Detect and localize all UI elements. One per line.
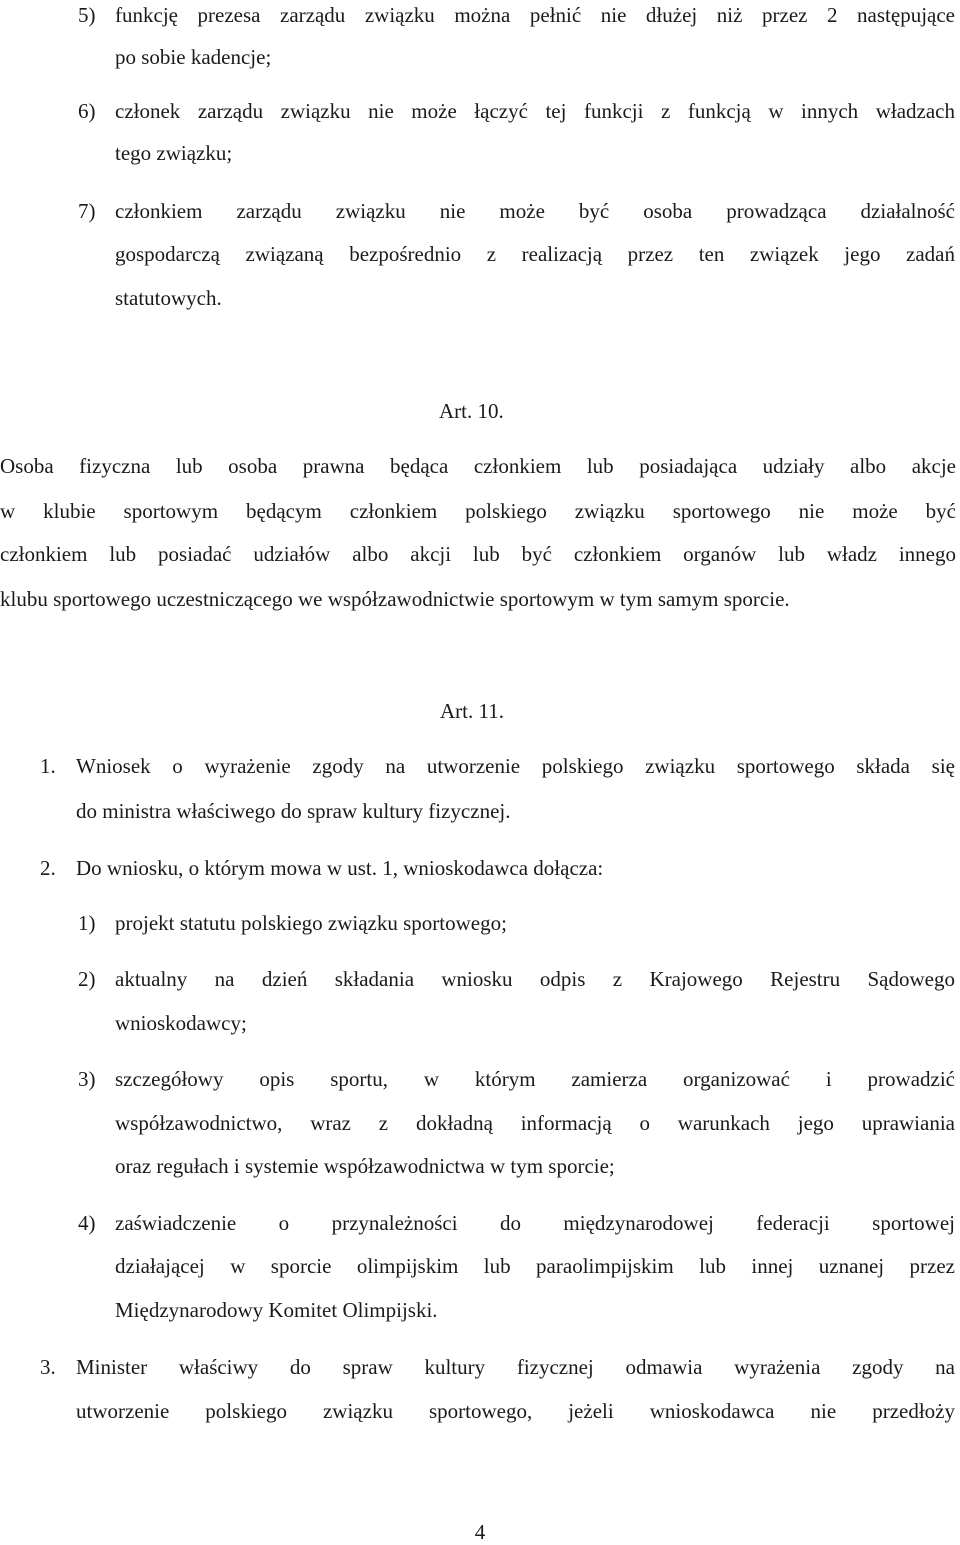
list-item-text: Międzynarodowy Komitet Olimpijski. xyxy=(115,1298,438,1322)
paragraph-line: klubu sportowego uczestniczącego we współzawodnictwie sportowym w tym samym sporcie. xyxy=(0,587,790,611)
list-item-text: członek zarządu związku nie może łączyć tej funkcji z funkcją w innych władzach xyxy=(115,99,955,123)
list-number: 7) xyxy=(78,199,96,223)
list-item-text: wnioskodawcy; xyxy=(115,1011,247,1035)
list-number: 4) xyxy=(78,1211,96,1235)
list-item-text: oraz regułach i systemie współzawodnictwa w tym sporcie; xyxy=(115,1154,615,1178)
paragraph-line: utworzenie polskiego związku sportowego, jeżeli wnioskodawca nie przedłoży xyxy=(76,1399,955,1423)
paragraph-line: Do wniosku, o którym mowa w ust. 1, wnioskodawca dołącza: xyxy=(76,856,604,880)
list-number: 5) xyxy=(78,3,96,27)
article-heading: Art. 11. xyxy=(440,699,504,723)
list-item-text: tego związku; xyxy=(115,141,233,165)
article-heading: Art. 10. xyxy=(439,399,504,423)
list-item-text: po sobie kadencje; xyxy=(115,45,272,69)
list-number: 6) xyxy=(78,99,96,123)
list-item-text: aktualny na dzień składania wniosku odpis z Krajowego Rejestru Sądowego xyxy=(115,967,955,991)
list-item-text: członkiem zarządu związku nie może być osoba prowadząca działalność xyxy=(115,199,955,223)
paragraph-line: Osoba fizyczna lub osoba prawna będąca członkiem lub posiadająca udziały albo akcje xyxy=(0,454,956,478)
list-item-text: gospodarczą związaną bezpośrednio z realizacją przez ten związek jego zadań xyxy=(115,242,955,266)
paragraph-line: członkiem lub posiadać udziałów albo akcji lub być członkiem organów lub władz innego xyxy=(0,542,956,566)
list-item-text: działającej w sporcie olimpijskim lub paraolimpijskim lub innej uznanej przez xyxy=(115,1254,955,1278)
paragraph-line: Wniosek o wyrażenie zgody na utworzenie polskiego związku sportowego składa się xyxy=(76,754,955,778)
list-item-text: współzawodnictwo, wraz z dokładną informacją o warunkach jego uprawiania xyxy=(115,1111,955,1135)
list-number: 1) xyxy=(78,911,96,935)
paragraph-line: w klubie sportowym będącym członkiem polskiego związku sportowego nie może być xyxy=(0,499,956,523)
list-item-text: szczegółowy opis sportu, w którym zamierza organizować i prowadzić xyxy=(115,1067,955,1091)
paragraph-line: do ministra właściwego do spraw kultury fizycznej. xyxy=(76,799,511,823)
paragraph-number: 2. xyxy=(40,856,56,880)
list-item-text: funkcję prezesa zarządu związku można pełnić nie dłużej niż przez 2 następujące xyxy=(115,3,955,27)
list-item-text: statutowych. xyxy=(115,286,222,310)
page-number: 4 xyxy=(474,1520,486,1544)
paragraph-line: Minister właściwy do spraw kultury fizycznej odmawia wyrażenia zgody na xyxy=(76,1355,955,1379)
paragraph-number: 1. xyxy=(40,754,56,778)
list-number: 2) xyxy=(78,967,96,991)
list-item-text: projekt statutu polskiego związku sportowego; xyxy=(115,911,507,935)
list-number: 3) xyxy=(78,1067,96,1091)
paragraph-number: 3. xyxy=(40,1355,56,1379)
list-item-text: zaświadczenie o przynależności do międzynarodowej federacji sportowej xyxy=(115,1211,955,1235)
